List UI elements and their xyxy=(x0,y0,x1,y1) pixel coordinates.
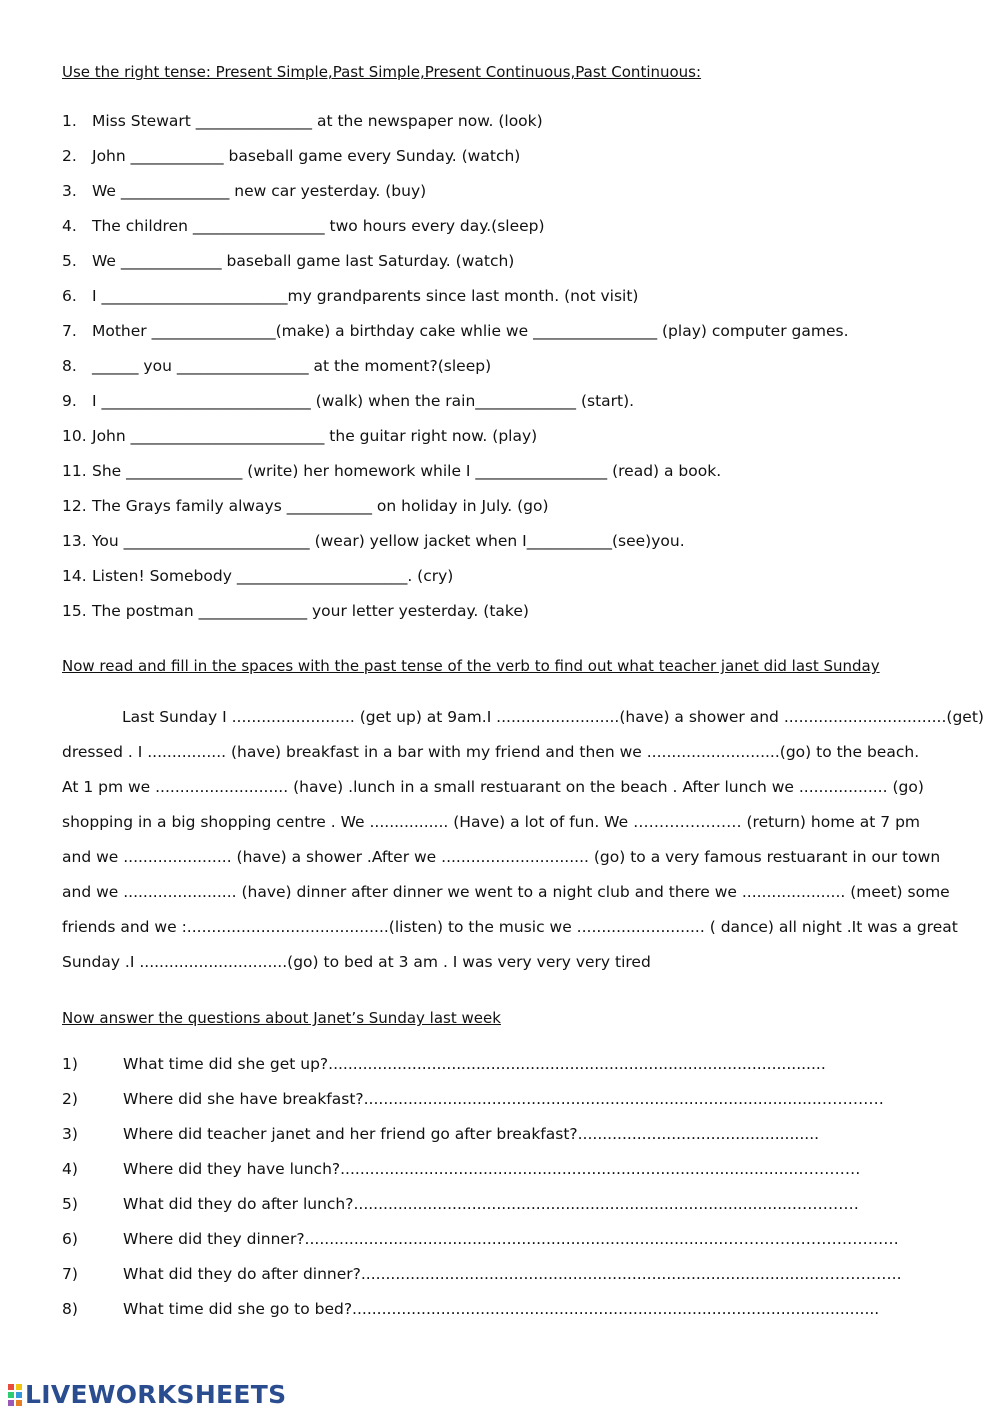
question-text[interactable]: What did they do after dinner?............................................................................................…………….. xyxy=(123,1265,902,1283)
story-paragraph xyxy=(62,700,984,980)
story-line[interactable]: dressed . I ................ (have) breakfast in a bar with my friend and then we ...........................(go) to the beach. xyxy=(62,743,920,761)
list-item xyxy=(62,353,849,388)
item-number: 12. xyxy=(62,497,87,515)
question-item xyxy=(62,1120,902,1155)
list-item xyxy=(62,563,849,598)
list-item xyxy=(62,388,849,423)
list-item xyxy=(62,318,849,353)
section3-instruction: Now answer the questions about Janet’s Sunday last week xyxy=(62,1009,501,1027)
item-text[interactable]: I ________________________my grandparents since last month. (not visit) xyxy=(92,287,639,305)
item-number: 6. xyxy=(62,287,77,305)
item-number: 3. xyxy=(62,182,77,200)
logo-square xyxy=(8,1400,14,1406)
list-item xyxy=(62,143,849,178)
story-line[interactable]: shopping in a big shopping centre . We ................ (Have) a lot of fun. We ………………… (return) home at 7 pm xyxy=(62,813,921,831)
item-number: 2. xyxy=(62,147,77,165)
item-text[interactable]: I ___________________________ (walk) when the rain_____________ (start). xyxy=(92,392,635,410)
question-item xyxy=(62,1225,902,1260)
list-item xyxy=(62,423,849,458)
question-text[interactable]: Where did they have lunch?.............................................................................................………… xyxy=(123,1160,861,1178)
story-line[interactable]: and we ...................... (have) a shower .After we .............................. (go) to a very famous restuarant in our town xyxy=(62,848,941,866)
question-text[interactable]: What did they do after lunch?..........................................................................................………… xyxy=(123,1195,859,1213)
item-text[interactable]: You ________________________ (wear) yellow jacket when I___________(see)you. xyxy=(92,532,685,550)
item-number: 10. xyxy=(62,427,87,445)
item-text[interactable]: Listen! Somebody ______________________. (cry) xyxy=(92,567,454,585)
item-text[interactable]: The children _________________ two hours every day.(sleep) xyxy=(92,217,545,235)
question-item xyxy=(62,1155,902,1190)
item-text[interactable]: The postman ______________ your letter yesterday. (take) xyxy=(92,602,529,620)
item-text[interactable]: We ______________ new car yesterday. (buy) xyxy=(92,182,427,200)
item-text[interactable]: We _____________ baseball game last Saturday. (watch) xyxy=(92,252,515,270)
list-item xyxy=(62,598,849,633)
section1-instruction: Use the right tense: Present Simple,Past Simple,Present Continuous,Past Continuous: xyxy=(62,63,702,81)
logo-mark-icon xyxy=(8,1384,22,1406)
question-item xyxy=(62,1190,902,1225)
logo-square xyxy=(16,1384,22,1390)
question-item xyxy=(62,1260,902,1295)
item-number: 5. xyxy=(62,252,77,270)
question-number: 5) xyxy=(62,1195,78,1213)
question-item xyxy=(62,1295,902,1330)
item-text[interactable]: John ____________ baseball game every Sunday. (watch) xyxy=(92,147,521,165)
item-number: 7. xyxy=(62,322,77,340)
question-text[interactable]: Where did they dinner?......................................................................................…………………………… xyxy=(123,1230,899,1248)
question-list xyxy=(62,1050,902,1330)
item-number: 13. xyxy=(62,532,87,550)
item-text[interactable]: Miss Stewart _______________ at the newspaper now. (look) xyxy=(92,112,543,130)
question-item xyxy=(62,1085,902,1120)
question-text[interactable]: What time did she get up?..................................................................................................... xyxy=(123,1055,826,1073)
list-item xyxy=(62,248,849,283)
question-text[interactable]: Where did teacher janet and her friend go after breakfast?................................................. xyxy=(123,1125,820,1143)
question-number: 3) xyxy=(62,1125,78,1143)
item-number: 8. xyxy=(62,357,77,375)
item-text[interactable]: ______ you _________________ at the moment?(sleep) xyxy=(92,357,492,375)
item-number: 4. xyxy=(62,217,77,235)
question-text[interactable]: Where did she have breakfast?.............................................................................................………… xyxy=(123,1090,884,1108)
logo-square xyxy=(16,1400,22,1406)
list-item xyxy=(62,213,849,248)
list-item xyxy=(62,528,849,563)
question-number: 6) xyxy=(62,1230,78,1248)
list-item xyxy=(62,493,849,528)
logo-square xyxy=(8,1392,14,1398)
question-number: 2) xyxy=(62,1090,78,1108)
list-item xyxy=(62,283,849,318)
list-item xyxy=(62,178,849,213)
story-line[interactable]: and we ....................... (have) dinner after dinner we went to a night club and there we ..................... (meet) some xyxy=(62,883,950,901)
list-item xyxy=(62,108,849,143)
item-text[interactable]: John _________________________ the guitar right now. (play) xyxy=(92,427,538,445)
item-number: 14. xyxy=(62,567,87,585)
story-line[interactable]: At 1 pm we ........................... (have) .lunch in a small restuarant on the beach . After lunch we .................. (go) xyxy=(62,778,924,796)
item-number: 15. xyxy=(62,602,87,620)
item-number: 9. xyxy=(62,392,77,410)
item-number: 1. xyxy=(62,112,77,130)
item-text[interactable]: Mother ________________(make) a birthday cake whlie we ________________ (play) computer games. xyxy=(92,322,849,340)
tense-exercise-list xyxy=(62,108,849,633)
story-line[interactable]: Sunday .I ..............................(go) to bed at 3 am . I was very very very tired xyxy=(62,953,651,971)
list-item xyxy=(62,458,849,493)
question-number: 7) xyxy=(62,1265,78,1283)
story-line[interactable]: Last Sunday I ......................... (get up) at 9am.I .........................(have) a shower and .................................(get) xyxy=(122,708,984,726)
item-text[interactable]: The Grays family always ___________ on holiday in July. (go) xyxy=(92,497,549,515)
logo-square xyxy=(8,1384,14,1390)
logo-square xyxy=(16,1392,22,1398)
story-line[interactable]: friends and we :.........................................(listen) to the music we .......................... ( dance) all night .It was a great xyxy=(62,918,958,936)
question-text[interactable]: What time did she go to bed?........................................................................................................... xyxy=(123,1300,880,1318)
question-number: 8) xyxy=(62,1300,78,1318)
item-number: 11. xyxy=(62,462,87,480)
liveworksheets-logo[interactable] xyxy=(8,1380,286,1409)
question-number: 4) xyxy=(62,1160,78,1178)
item-text[interactable]: She _______________ (write) her homework while I _________________ (read) a book. xyxy=(92,462,722,480)
section2-instruction: Now read and fill in the spaces with the past tense of the verb to find out what teacher janet did last Sunday xyxy=(62,657,880,675)
logo-text: LIVEWORKSHEETS xyxy=(25,1380,287,1409)
question-item xyxy=(62,1050,902,1085)
question-number: 1) xyxy=(62,1055,78,1073)
